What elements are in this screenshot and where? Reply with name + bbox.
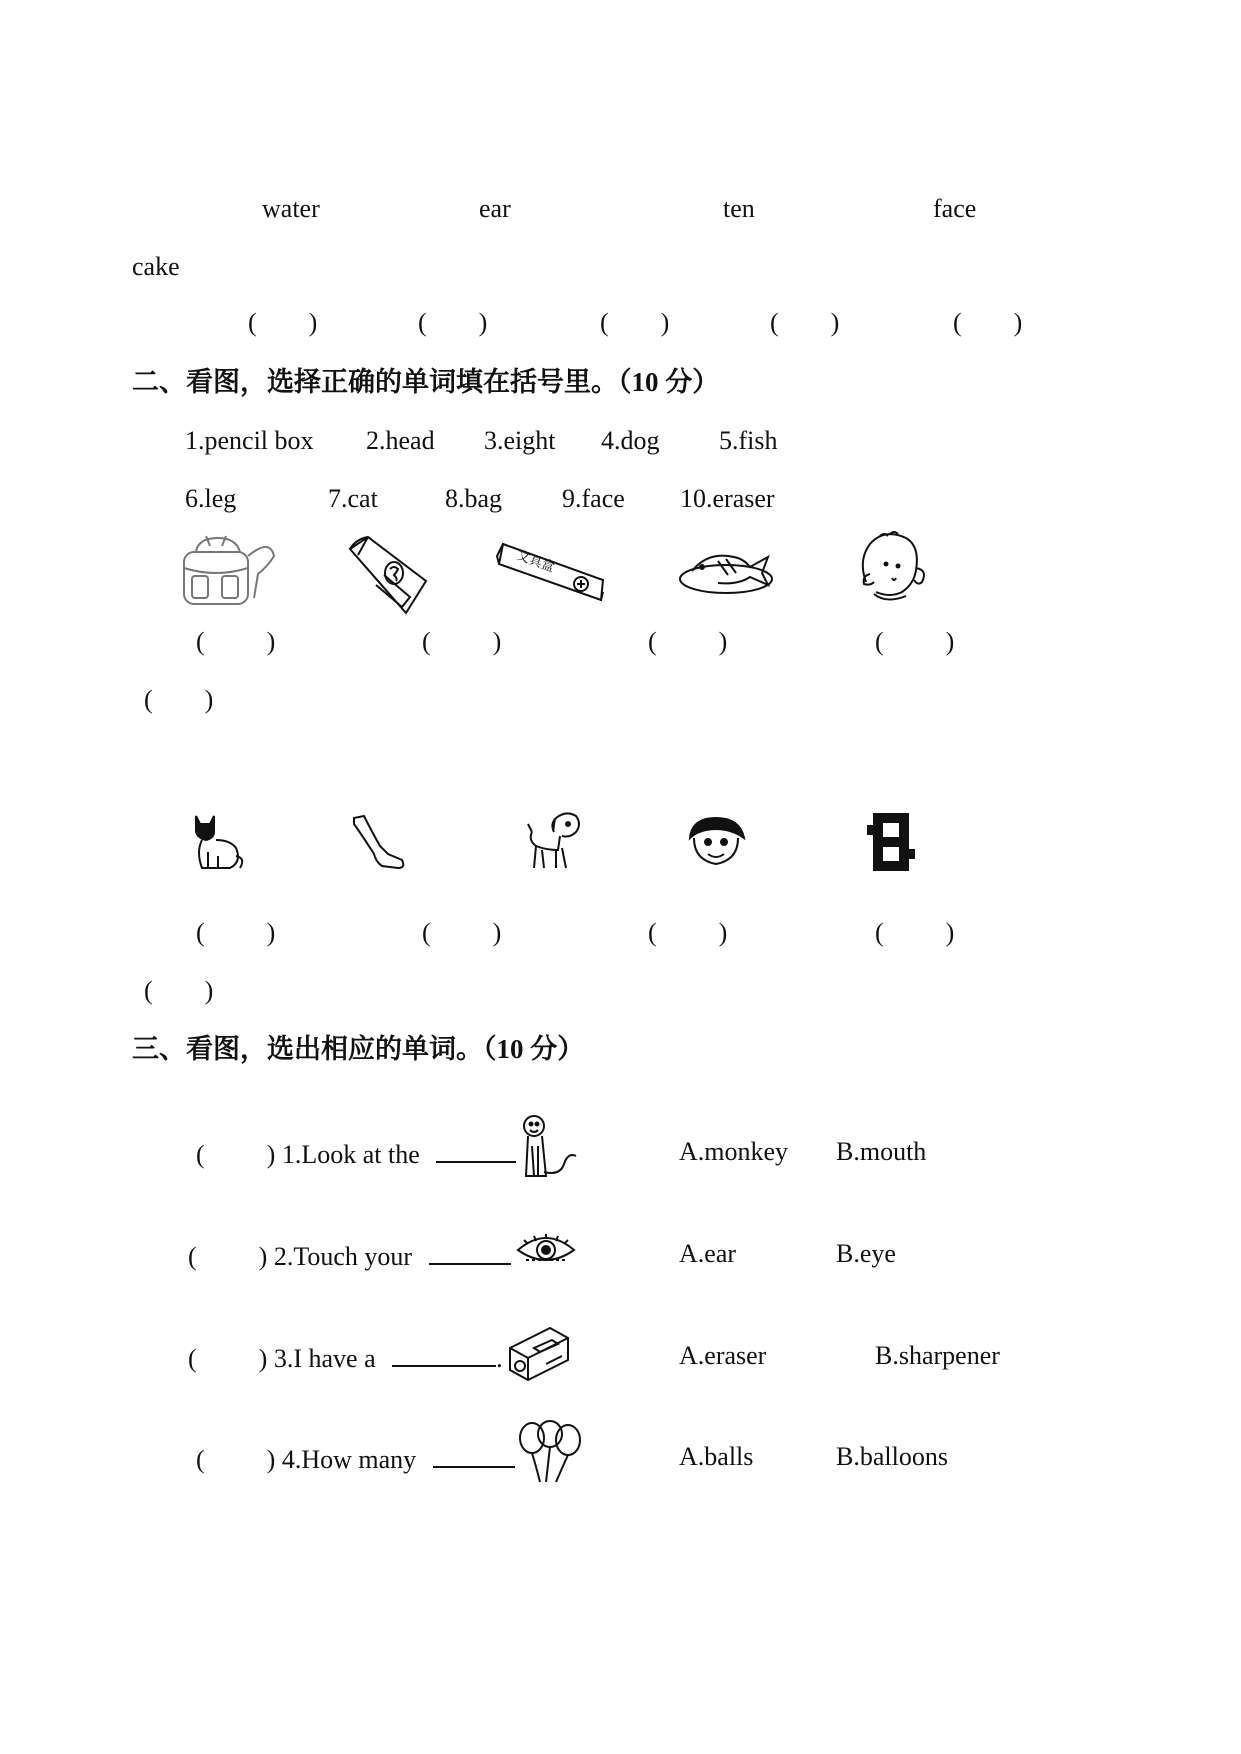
option-5: 5.fish: [719, 426, 778, 455]
row2-paren-1[interactable]: ( ): [196, 918, 276, 947]
question-1-paren[interactable]: (: [196, 1140, 205, 1169]
question-3-period: .: [496, 1344, 503, 1373]
dog-icon: [526, 810, 584, 872]
number-eight-icon: [866, 812, 916, 872]
row1-paren-4[interactable]: ( ): [875, 627, 955, 656]
word-cake: cake: [132, 252, 180, 281]
option-9: 9.face: [562, 484, 625, 513]
section2-title: 二、看图，选择正确的单词填在括号里。（10 分）: [132, 367, 720, 397]
question-3-prompt: ) 3.I have a: [258, 1344, 376, 1373]
question-2-option-b[interactable]: B.eye: [836, 1239, 896, 1268]
row2-paren-5[interactable]: ( ): [144, 976, 214, 1005]
question-3-blank[interactable]: [392, 1341, 496, 1367]
row1-paren-2[interactable]: ( ): [422, 627, 502, 656]
question-1: [196, 1137, 516, 1170]
question-1-blank[interactable]: [436, 1137, 516, 1163]
option-10: 10.eraser: [680, 484, 775, 513]
sharpener-icon: [508, 1326, 570, 1382]
row2-paren-3[interactable]: ( ): [648, 918, 728, 947]
option-2: 2.head: [366, 426, 435, 455]
pencil-box-label: 文具盒: [514, 548, 557, 576]
fish-icon: [678, 545, 774, 597]
question-3: [188, 1341, 503, 1374]
question-2-option-a[interactable]: A.ear: [679, 1239, 737, 1268]
question-4-paren[interactable]: (: [196, 1445, 205, 1474]
row1-paren-3[interactable]: ( ): [648, 627, 728, 656]
option-4: 4.dog: [601, 426, 660, 455]
balloons-icon: [516, 1420, 582, 1484]
option-3: 3.eight: [484, 426, 556, 455]
question-4: [196, 1442, 515, 1475]
eye-icon: [516, 1232, 576, 1268]
question-4-prompt: ) 4.How many: [266, 1445, 417, 1474]
option-1: 1.pencil box: [185, 426, 314, 455]
word-ten: ten: [723, 194, 755, 223]
answer-paren-4[interactable]: ( ): [770, 308, 840, 337]
leg-icon: [352, 814, 408, 870]
question-1-prompt: ) 1.Look at the: [266, 1140, 420, 1169]
row1-paren-5[interactable]: ( ): [144, 685, 214, 714]
word-water: water: [262, 194, 320, 223]
question-4-option-a[interactable]: A.balls: [679, 1442, 754, 1471]
word-ear: ear: [479, 194, 511, 223]
option-6: 6.leg: [185, 484, 237, 513]
question-4-blank[interactable]: [433, 1442, 515, 1468]
pencil-box-icon: [495, 540, 607, 608]
question-3-option-b[interactable]: B.sharpener: [875, 1341, 1000, 1370]
question-2: [188, 1239, 511, 1272]
face-icon: [686, 816, 746, 866]
question-3-option-a[interactable]: A.eraser: [679, 1341, 767, 1370]
question-2-paren[interactable]: (: [188, 1242, 197, 1271]
option-8: 8.bag: [445, 484, 503, 513]
answer-paren-3[interactable]: ( ): [600, 308, 670, 337]
section3-title: 三、看图，选出相应的单词。（10 分）: [132, 1034, 585, 1064]
question-1-option-b[interactable]: B.mouth: [836, 1137, 927, 1166]
question-4-option-b[interactable]: B.balloons: [836, 1442, 948, 1471]
question-2-prompt: ) 2.Touch your: [258, 1242, 413, 1271]
answer-paren-2[interactable]: ( ): [418, 308, 488, 337]
row1-paren-1[interactable]: ( ): [196, 627, 276, 656]
head-icon: [856, 530, 928, 606]
question-2-blank[interactable]: [429, 1239, 511, 1265]
word-face: face: [933, 194, 977, 223]
backpack-icon: [178, 532, 278, 610]
answer-paren-5[interactable]: ( ): [953, 308, 1023, 337]
question-1-option-a[interactable]: A.monkey: [679, 1137, 789, 1166]
monkey-icon: [518, 1112, 578, 1180]
option-7: 7.cat: [328, 484, 378, 513]
row2-paren-4[interactable]: ( ): [875, 918, 955, 947]
answer-paren-1[interactable]: ( ): [248, 308, 318, 337]
row2-paren-2[interactable]: ( ): [422, 918, 502, 947]
eraser-icon: [346, 535, 428, 615]
cat-icon: [190, 812, 246, 870]
question-3-paren[interactable]: (: [188, 1344, 197, 1373]
